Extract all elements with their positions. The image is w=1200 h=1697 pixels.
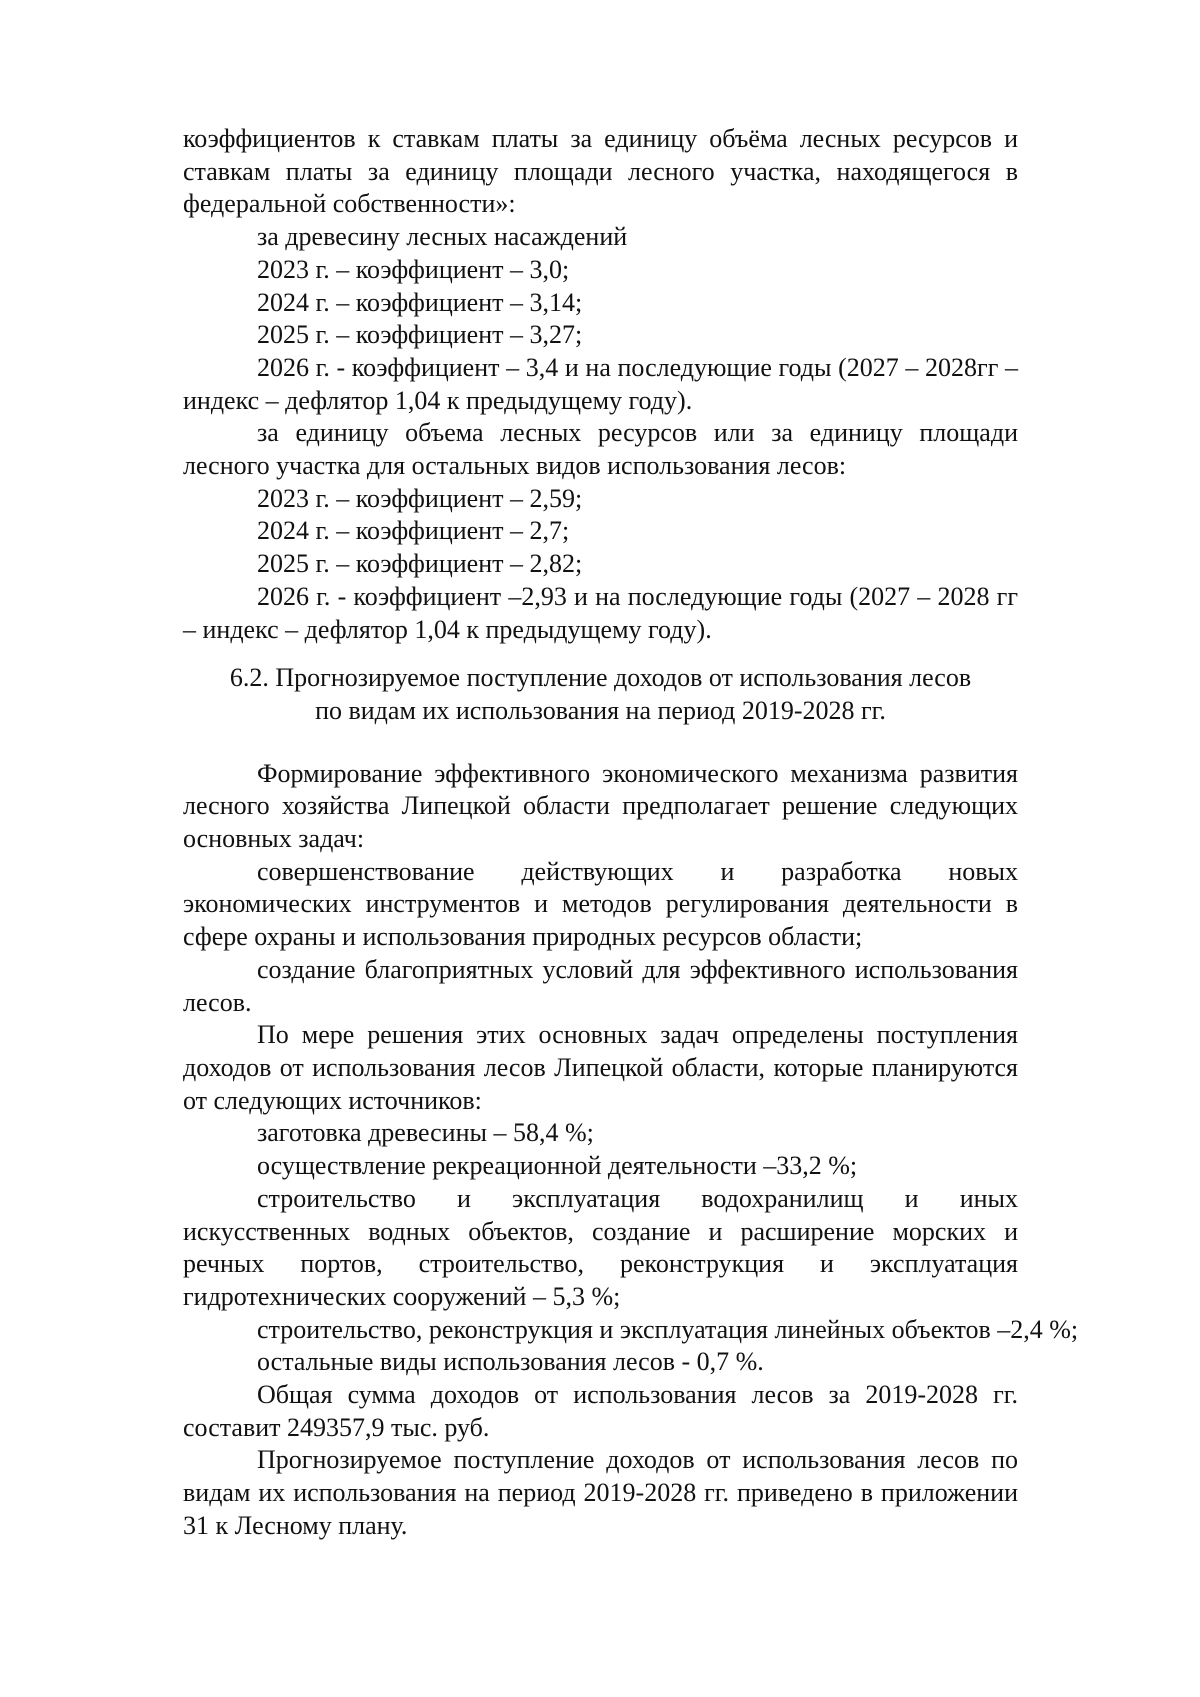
paragraph-mechanism: Формирование эффективного экономического механизма развития лесного хозяйства Липецкой области предполагает решение следующих основных задач: [183,758,1018,854]
paragraph-conditions: создание благоприятных условий для эффективного использования лесов. [183,954,1018,1017]
wood-coef-2024: 2024 г. – коэффициент – 3,14; [257,287,583,317]
wood-coef-2026: 2026 г. - коэффициент – 3,4 и на последующие годы (2027 – 2028гг – индекс – дефлятор 1,04 к предыдущему году). [183,352,1018,415]
wood-coef-2023: 2023 г. – коэффициент – 3,0; [257,254,570,284]
source-timber: заготовка древесины – 58,4 %; [257,1118,594,1148]
source-recreation: осуществление рекреационной деятельности –33,2 %; [257,1151,858,1181]
spacer [183,646,1018,662]
section-title-line2: по видам их использования на период 2019-2028 гг. [315,695,886,725]
wood-heading: за древесину лесных насаждений [257,222,628,252]
other-coef-2025: 2025 г. – коэффициент – 2,82; [257,549,583,579]
other-uses-heading: за единицу объема лесных ресурсов или за единицу площади лесного участка для остальных видов использования лесов: [183,418,1018,481]
page-content [183,123,1079,1543]
spacer [183,728,1018,758]
paragraph-improvement: совершенствование действующих и разработка новых экономических инструментов и методов регулирования деятельности в сфере охраны и использования природных ресурсов области; [183,856,1018,952]
other-coef-2026: 2026 г. - коэффициент –2,93 и на последующие годы (2027 – 2028 гг – индекс – дефлятор 1,04 к предыдущему году). [183,581,1018,644]
source-linear-objects: строительство, реконструкция и эксплуатация линейных объектов –2,4 %; [257,1314,1079,1344]
other-coef-2023: 2023 г. – коэффициент – 2,59; [257,483,583,513]
source-water-objects: строительство и эксплуатация водохранилищ и иных искусственных водных объектов, создание и расширение морских и речных портов, строительство, реконструкция и эксплуатация гидротехнических сооружений – 5,3 %; [183,1183,1018,1311]
source-other: остальные виды использования лесов - 0,7 %. [257,1347,764,1377]
section-title-line1: 6.2. Прогнозируемое поступление доходов от использования лесов [229,663,972,693]
wood-coef-2025: 2025 г. – коэффициент – 3,27; [257,320,583,350]
other-coef-2024: 2024 г. – коэффициент – 2,7; [257,516,570,546]
paragraph-appendix-ref: Прогнозируемое поступление доходов от использования лесов по видам их использования на период 2019-2028 гг. приведено в приложении 31 к Лесному плану. [183,1445,1018,1540]
intro-paragraph: коэффициентов к ставкам платы за единицу объёма лесных ресурсов и ставкам платы за единицу площади лесного участка, находящегося в федеральной собственности»: [183,124,1018,219]
paragraph-total-income: Общая сумма доходов от использования лесов за 2019-2028 гг. составит 249357,9 тыс. руб. [183,1380,1018,1442]
paragraph-sources-intro: По мере решения этих основных задач определены поступления доходов от использования лесов Липецкой области, которые планируются от следующих источников: [183,1020,1018,1115]
